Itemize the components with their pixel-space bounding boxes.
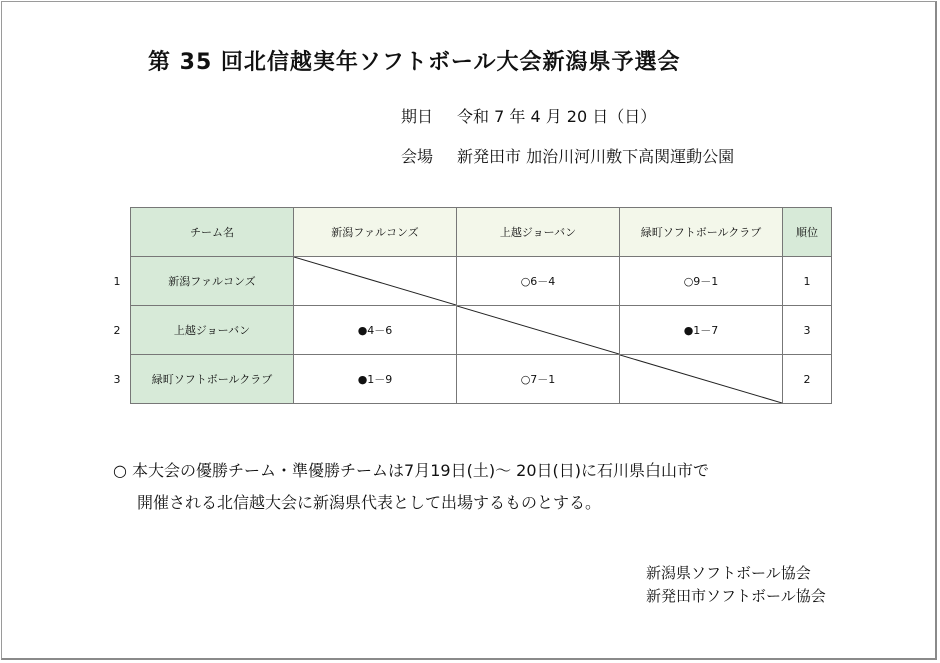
signature-2: 新発田市ソフトボール協会 <box>646 587 826 605</box>
date-label: 期日 <box>401 107 434 126</box>
rank-cell: 3 <box>783 306 832 355</box>
signature-1: 新潟県ソフトボール協会 <box>646 564 811 582</box>
date-value: 令和 7 年 4 月 20 日（日） <box>457 107 657 126</box>
header-team-name: チーム名 <box>131 208 294 257</box>
table-row <box>131 257 832 306</box>
date-row <box>401 104 656 127</box>
self-match-cell <box>457 306 620 355</box>
header-team-1: 新潟ファルコンズ <box>294 208 457 257</box>
self-match-cell <box>294 257 457 306</box>
table-row <box>131 306 832 355</box>
rank-cell: 2 <box>783 355 832 404</box>
rank-cell: 1 <box>783 257 832 306</box>
note-line-1: ○ 本大会の優勝チーム・準優勝チームは7月19日(土)～ 20日(日)に石川県白山市で <box>113 461 710 480</box>
result-cell: ●1－9 <box>294 355 457 404</box>
venue-label: 会場 <box>401 147 434 166</box>
row-number: 1 <box>113 275 121 288</box>
result-cell: ●1－7 <box>620 306 783 355</box>
row-number: 2 <box>113 324 121 337</box>
header-team-2: 上越ジョーバン <box>457 208 620 257</box>
result-cell: ○7－1 <box>457 355 620 404</box>
header-rank: 順位 <box>783 208 832 257</box>
self-match-cell <box>620 355 783 404</box>
team-name-cell: 緑町ソフトボールクラブ <box>131 355 294 404</box>
header-team-3: 緑町ソフトボールクラブ <box>620 208 783 257</box>
row-number: 3 <box>113 373 121 386</box>
result-cell: ○9－1 <box>620 257 783 306</box>
venue-value: 新発田市 加治川河川敷下高関運動公園 <box>457 147 735 166</box>
venue-row <box>401 144 734 167</box>
team-name-cell: 上越ジョーバン <box>131 306 294 355</box>
note-line-2: 開催される北信越大会に新潟県代表として出場するものとする。 <box>137 493 602 512</box>
results-table <box>130 207 832 404</box>
page-title: 第 35 回北信越実年ソフトボール大会新潟県予選会 <box>148 50 681 75</box>
team-name-cell: 新潟ファルコンズ <box>131 257 294 306</box>
result-cell: ●4－6 <box>294 306 457 355</box>
table-row <box>131 355 832 404</box>
result-cell: ○6－4 <box>457 257 620 306</box>
table-header-row <box>131 208 832 257</box>
